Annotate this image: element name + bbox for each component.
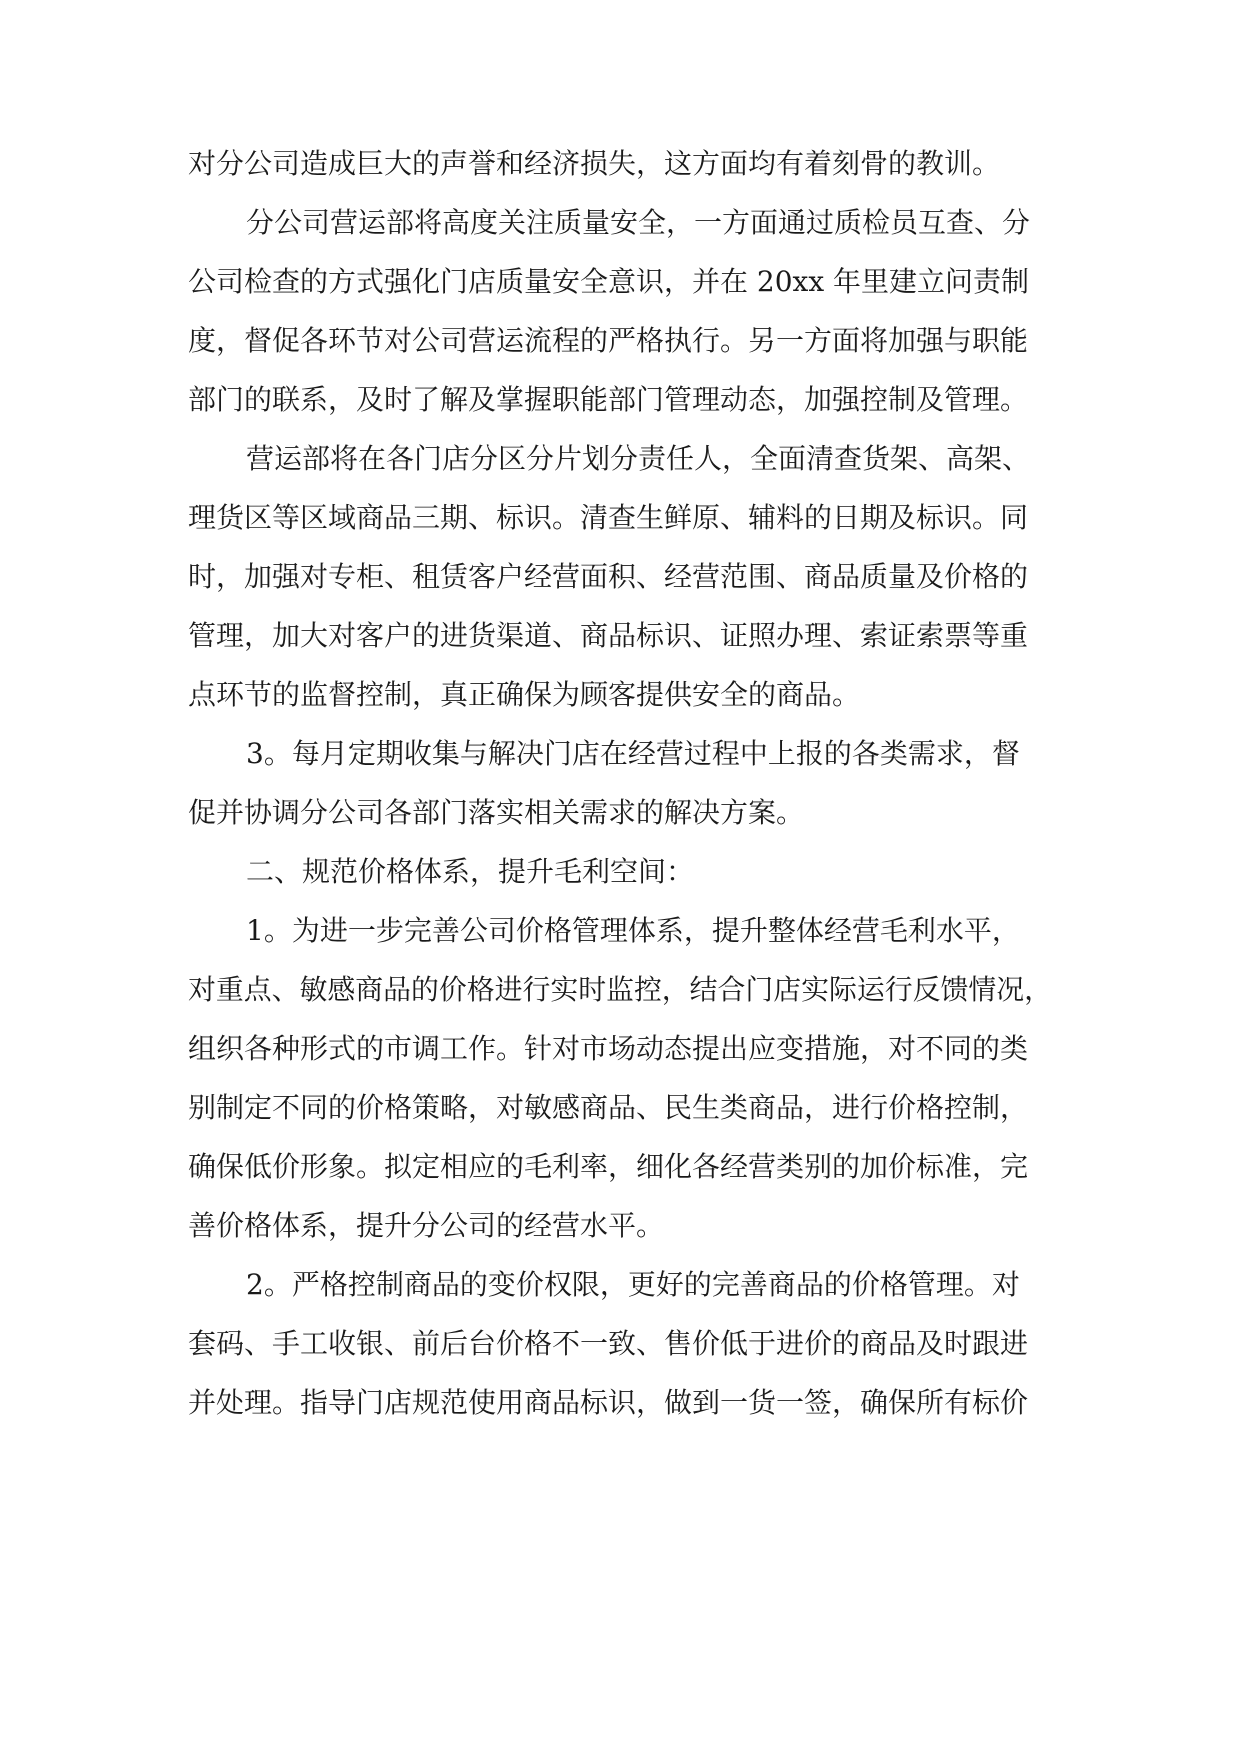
text-line: 时，加强对专柜、租赁客户经营面积、经营范围、商品质量及价格的 bbox=[188, 560, 1029, 593]
text-line: 部门的联系，及时了解及掌握职能部门管理动态，加强控制及管理。 bbox=[188, 383, 1029, 416]
text-line: 理货区等区域商品三期、标识。清查生鲜原、辅料的日期及标识。同 bbox=[188, 501, 1029, 534]
text-line: 点环节的监督控制，真正确保为顾客提供安全的商品。 bbox=[188, 678, 861, 711]
text-line: 2。严格控制商品的变价权限，更好的完善商品的价格管理。对 bbox=[246, 1268, 1020, 1301]
text-line: 对重点、敏感商品的价格进行实时监控，结合门店实际运行反馈情况， bbox=[188, 973, 1053, 1006]
text-line: 1。为进一步完善公司价格管理体系，提升整体经营毛利水平， bbox=[246, 914, 1020, 947]
text-line: 营运部将在各门店分区分片划分责任人，全面清查货架、高架、 bbox=[246, 442, 1031, 475]
text-line: 确保低价形象。拟定相应的毛利率，细化各经营类别的加价标准，完 bbox=[188, 1150, 1029, 1183]
text-line: 善价格体系，提升分公司的经营水平。 bbox=[188, 1209, 665, 1242]
text-line: 分公司营运部将高度关注质量安全，一方面通过质检员互查、分 bbox=[246, 206, 1031, 239]
section-heading: 二、规范价格体系，提升毛利空间： bbox=[246, 855, 695, 888]
text-line: 3。每月定期收集与解决门店在经营过程中上报的各类需求，督 bbox=[246, 737, 1020, 770]
text-line: 管理，加大对客户的进货渠道、商品标识、证照办理、索证索票等重 bbox=[188, 619, 1029, 652]
text-line: 组织各种形式的市调工作。针对市场动态提出应变措施，对不同的类 bbox=[188, 1032, 1029, 1065]
text-line: 促并协调分公司各部门落实相关需求的解决方案。 bbox=[188, 796, 805, 829]
text-line: 对分公司造成巨大的声誉和经济损失，这方面均有着刻骨的教训。 bbox=[188, 147, 1001, 180]
text-line: 公司检查的方式强化门店质量安全意识，并在 20xx 年里建立问责制 bbox=[188, 265, 1030, 298]
text-line: 套码、手工收银、前后台价格不一致、售价低于进价的商品及时跟进 bbox=[188, 1327, 1029, 1360]
text-line: 度，督促各环节对公司营运流程的严格执行。另一方面将加强与职能 bbox=[188, 324, 1029, 357]
text-line: 别制定不同的价格策略，对敏感商品、民生类商品，进行价格控制， bbox=[188, 1091, 1029, 1124]
text-line: 并处理。指导门店规范使用商品标识，做到一货一签，确保所有标价 bbox=[188, 1386, 1029, 1419]
